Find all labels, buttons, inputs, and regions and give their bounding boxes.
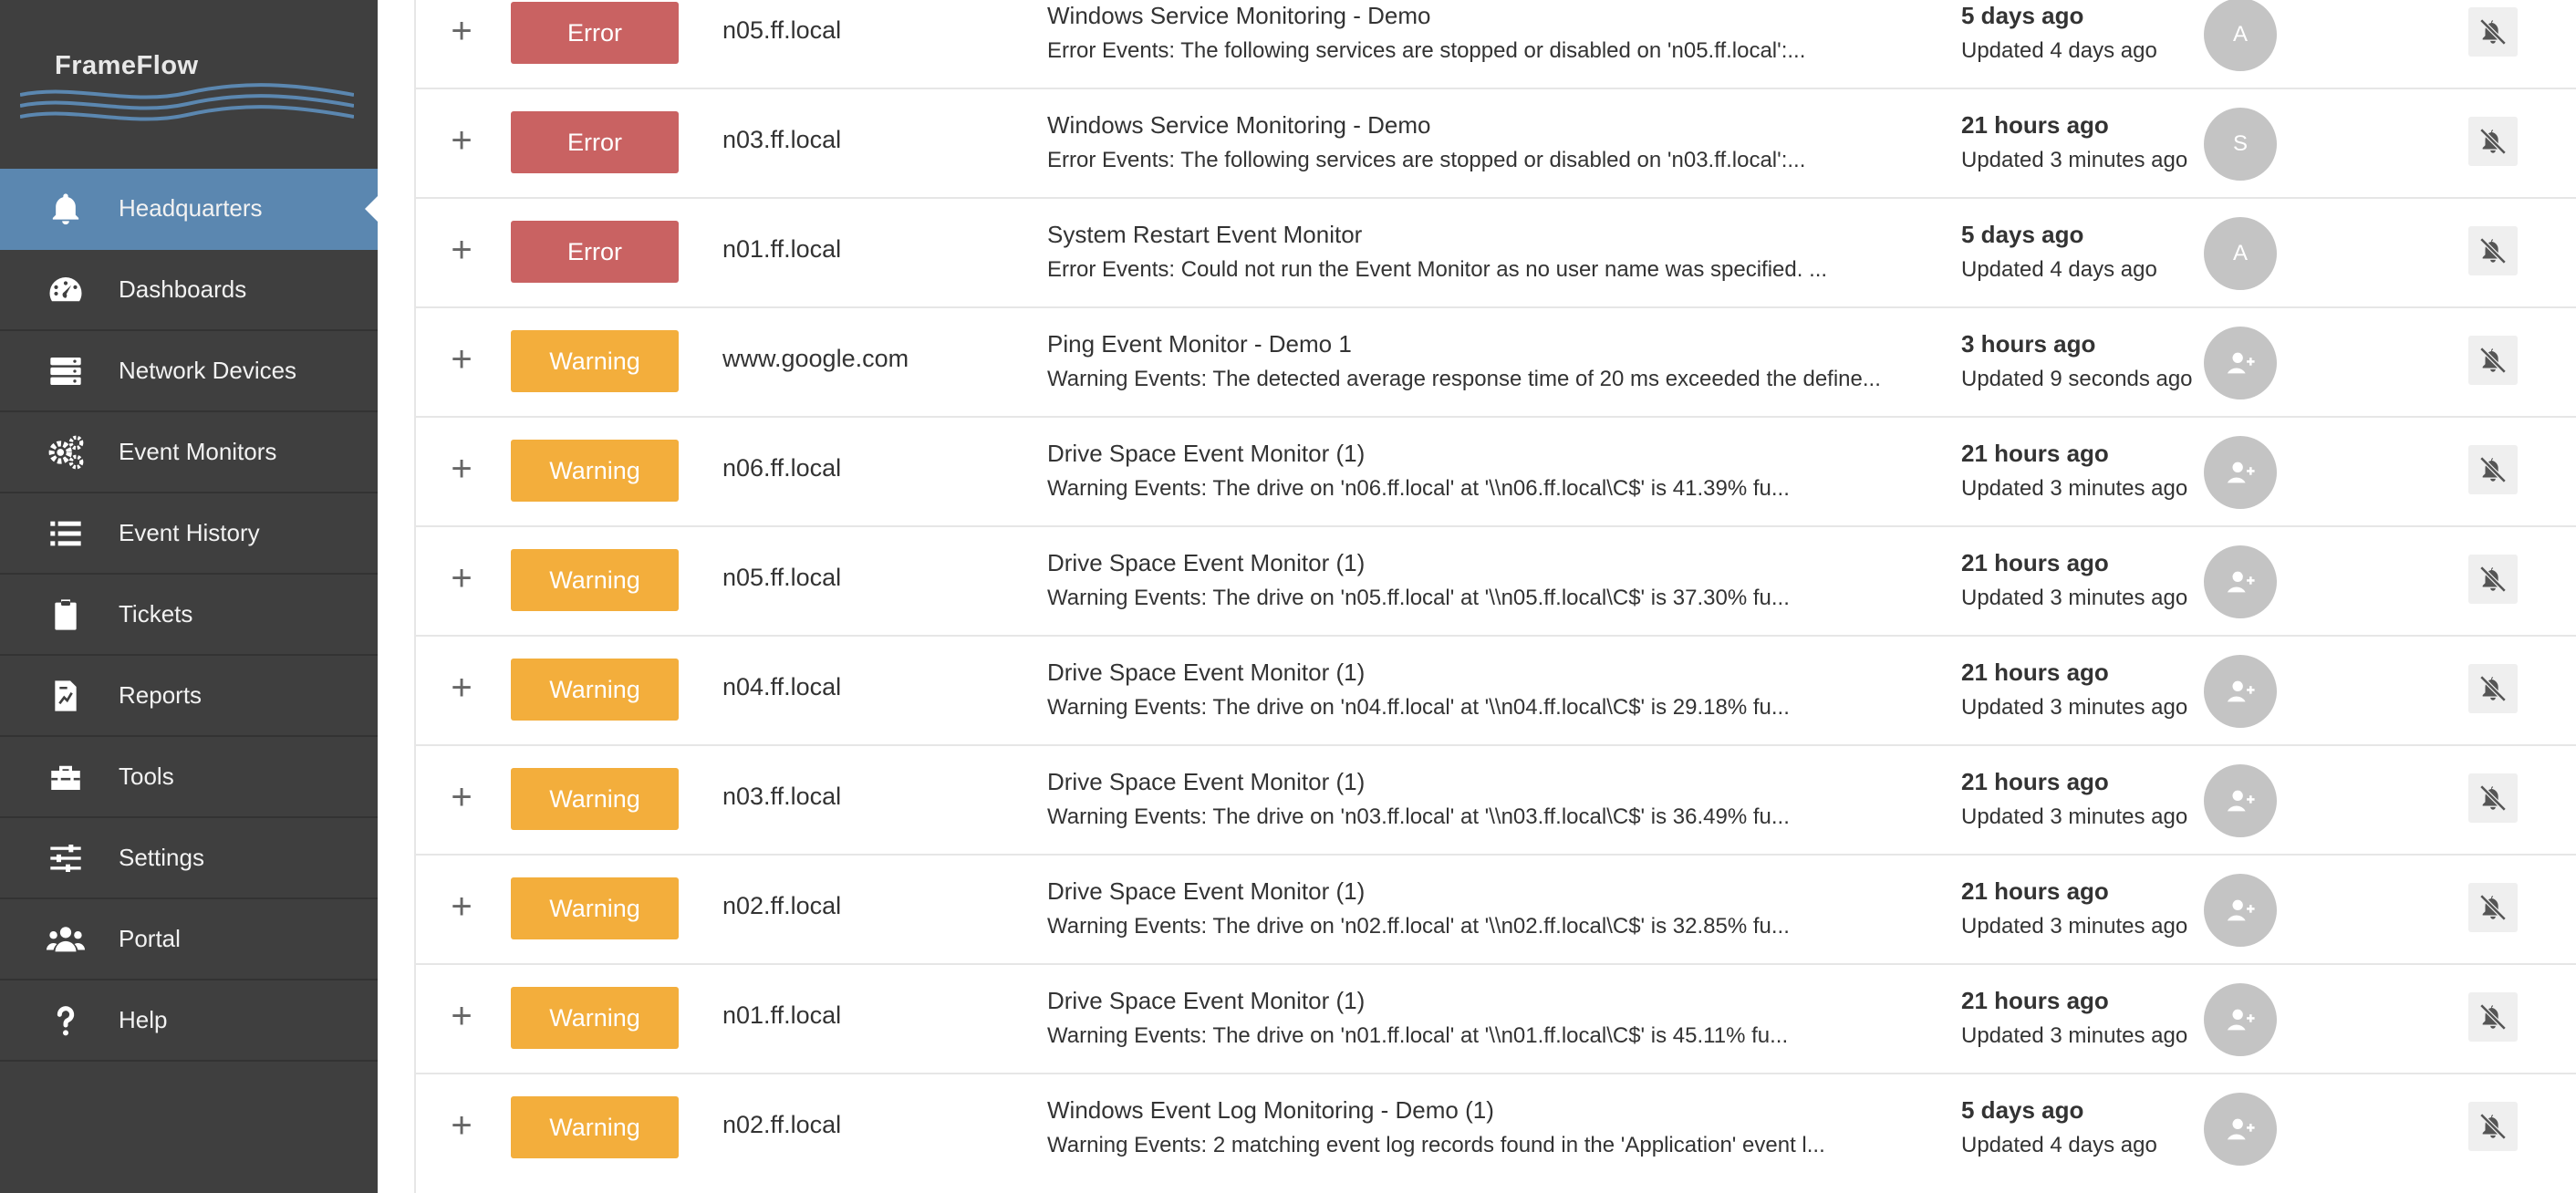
mute-notification-button[interactable] [2468, 226, 2518, 275]
assign-user-button[interactable] [2204, 764, 2277, 837]
sidebar-item-tickets[interactable] [0, 575, 378, 656]
event-description: Warning Events: The drive on 'n02.ff.local' at '\\n02.ff.local\C$' is 32.85% fu... [1047, 914, 1790, 939]
assignee-avatar[interactable]: A [2204, 0, 2277, 71]
logo-text: FrameFlow [55, 51, 199, 80]
event-time: 21 hours ago [1961, 768, 2109, 795]
user-plus-icon [2225, 348, 2256, 379]
sidebar-item-network-devices[interactable] [0, 331, 378, 412]
sidebar-item-label: Settings [119, 844, 204, 871]
expand-icon[interactable]: + [451, 230, 473, 270]
sidebar-item-label: Reports [119, 681, 203, 709]
report-icon [44, 674, 88, 718]
sidebar-item-label: Event History [119, 519, 260, 546]
status-badge: Error [511, 111, 679, 173]
expand-icon[interactable]: + [451, 996, 473, 1036]
sidebar-item-event-monitors[interactable] [0, 412, 378, 493]
status-badge: Warning [511, 549, 679, 611]
question-icon [44, 999, 88, 1043]
event-title[interactable]: Drive Space Event Monitor (1) [1047, 768, 1366, 795]
sidebar-nav [0, 169, 378, 1062]
host-name[interactable]: n01.ff.local [722, 1001, 842, 1029]
host-name[interactable]: n01.ff.local [722, 235, 842, 263]
event-description: Warning Events: The drive on 'n05.ff.local' at '\\n05.ff.local\C$' is 37.30% fu... [1047, 586, 1790, 610]
bell-slash-icon [2477, 673, 2508, 704]
status-badge: Warning [511, 1096, 679, 1158]
sidebar-item-label: Tools [119, 762, 174, 790]
sidebar-item-headquarters[interactable] [0, 169, 378, 250]
sidebar-item-label: Event Monitors [119, 438, 277, 465]
host-name[interactable]: n03.ff.local [722, 783, 842, 810]
event-time: 21 hours ago [1961, 111, 2109, 139]
event-time: 5 days ago [1961, 1096, 2084, 1124]
user-plus-icon [2225, 676, 2256, 707]
bell-slash-icon [2477, 126, 2508, 157]
expand-icon[interactable]: + [451, 120, 473, 161]
bell-slash-icon [2477, 235, 2508, 266]
mute-notification-button[interactable] [2468, 445, 2518, 494]
sidebar-item-label: Portal [119, 925, 181, 952]
host-name[interactable]: n05.ff.local [722, 16, 842, 44]
sidebar-item-label: Help [119, 1006, 168, 1033]
mute-notification-button[interactable] [2468, 992, 2518, 1042]
assign-user-button[interactable] [2204, 874, 2277, 947]
sidebar-item-help[interactable] [0, 980, 378, 1062]
event-row[interactable] [416, 89, 2576, 199]
host-name[interactable]: n06.ff.local [722, 454, 842, 482]
event-description: Error Events: The following services are stopped or disabled on 'n03.ff.local':... [1047, 148, 1806, 172]
bell-slash-icon [2477, 1001, 2508, 1032]
expand-icon[interactable]: + [451, 449, 473, 489]
assignee-avatar[interactable]: A [2204, 217, 2277, 290]
event-description: Warning Events: The drive on 'n06.ff.local' at '\\n06.ff.local\C$' is 41.39% fu... [1047, 476, 1790, 501]
expand-icon[interactable]: + [451, 887, 473, 927]
event-title[interactable]: Drive Space Event Monitor (1) [1047, 440, 1366, 467]
event-title[interactable]: Drive Space Event Monitor (1) [1047, 877, 1366, 905]
bell-slash-icon [2477, 454, 2508, 485]
event-updated: Updated 3 minutes ago [1961, 695, 2188, 720]
expand-icon[interactable]: + [451, 777, 473, 817]
event-description: Warning Events: 2 matching event log records found in the 'Application' event l... [1047, 1133, 1825, 1157]
user-plus-icon [2225, 895, 2256, 926]
bell-slash-icon [2477, 783, 2508, 814]
event-description: Warning Events: The drive on 'n03.ff.local' at '\\n03.ff.local\C$' is 36.49% fu... [1047, 804, 1790, 829]
expand-icon[interactable]: + [451, 668, 473, 708]
sidebar-item-portal[interactable] [0, 899, 378, 980]
event-updated: Updated 3 minutes ago [1961, 148, 2188, 172]
event-description: Warning Events: The drive on 'n04.ff.local' at '\\n04.ff.local\C$' is 29.18% fu... [1047, 695, 1790, 720]
mute-notification-button[interactable] [2468, 555, 2518, 604]
event-updated: Updated 4 days ago [1961, 257, 2157, 282]
status-badge: Warning [511, 440, 679, 502]
bell-slash-icon [2477, 564, 2508, 595]
event-time: 21 hours ago [1961, 877, 2109, 905]
gauge-icon [44, 268, 88, 312]
event-row[interactable] [416, 0, 2576, 89]
event-title[interactable]: Drive Space Event Monitor (1) [1047, 549, 1366, 576]
assign-user-button[interactable] [2204, 436, 2277, 509]
event-row[interactable] [416, 418, 2576, 527]
event-row[interactable] [416, 1074, 2576, 1184]
status-badge: Error [511, 2, 679, 64]
event-time: 21 hours ago [1961, 549, 2109, 576]
expand-icon[interactable]: + [451, 1105, 473, 1146]
assign-user-button[interactable] [2204, 545, 2277, 618]
sidebar-item-label: Headquarters [119, 194, 263, 222]
event-row[interactable] [416, 527, 2576, 637]
frameflow-logo[interactable] [20, 47, 354, 134]
sidebar-item-settings[interactable] [0, 818, 378, 899]
sidebar-item-label: Dashboards [119, 275, 247, 303]
expand-icon[interactable]: + [451, 558, 473, 598]
bell-slash-icon [2477, 345, 2508, 376]
user-plus-icon [2225, 1004, 2256, 1035]
event-updated: Updated 9 seconds ago [1961, 367, 2193, 391]
sidebar-item-event-history[interactable] [0, 493, 378, 575]
sidebar-item-tools[interactable] [0, 737, 378, 818]
event-updated: Updated 4 days ago [1961, 38, 2157, 63]
mute-notification-button[interactable] [2468, 7, 2518, 57]
host-name[interactable]: n03.ff.local [722, 126, 842, 153]
expand-icon[interactable]: + [451, 11, 473, 51]
bell-slash-icon [2477, 16, 2508, 47]
event-description: Warning Events: The detected average response time of 20 ms exceeded the define... [1047, 367, 1881, 391]
user-plus-icon [2225, 1114, 2256, 1145]
host-name[interactable]: www.google.com [722, 345, 909, 372]
sidebar-item-dashboards[interactable] [0, 250, 378, 331]
user-plus-icon [2225, 457, 2256, 488]
event-title[interactable]: Drive Space Event Monitor (1) [1047, 659, 1366, 686]
server-icon [44, 349, 88, 393]
status-badge: Warning [511, 330, 679, 392]
list-icon [44, 512, 88, 555]
event-row[interactable] [416, 856, 2576, 965]
event-row[interactable] [416, 199, 2576, 308]
event-title[interactable]: Ping Event Monitor - Demo 1 [1047, 330, 1352, 358]
sidebar-item-reports[interactable] [0, 656, 378, 737]
host-name[interactable]: n05.ff.local [722, 564, 842, 591]
event-time: 5 days ago [1961, 2, 2084, 29]
mute-notification-button[interactable] [2468, 117, 2518, 166]
event-time: 21 hours ago [1961, 440, 2109, 467]
expand-icon[interactable]: + [451, 339, 473, 379]
user-plus-icon [2225, 785, 2256, 816]
assign-user-button[interactable] [2204, 655, 2277, 728]
sidebar-item-label: Network Devices [119, 357, 297, 384]
status-badge: Warning [511, 659, 679, 721]
sidebar-item-label: Tickets [119, 600, 193, 628]
mute-notification-button[interactable] [2468, 664, 2518, 713]
host-name[interactable]: n02.ff.local [722, 1111, 842, 1138]
event-time: 5 days ago [1961, 221, 2084, 248]
status-badge: Error [511, 221, 679, 283]
event-row[interactable] [416, 637, 2576, 746]
assign-user-button[interactable] [2204, 983, 2277, 1056]
event-updated: Updated 3 minutes ago [1961, 586, 2188, 610]
mute-notification-button[interactable] [2468, 883, 2518, 932]
event-description: Error Events: The following services are stopped or disabled on 'n05.ff.local':... [1047, 38, 1806, 63]
event-title[interactable]: Drive Space Event Monitor (1) [1047, 987, 1366, 1014]
status-badge: Warning [511, 987, 679, 1049]
event-updated: Updated 3 minutes ago [1961, 804, 2188, 829]
event-title[interactable]: System Restart Event Monitor [1047, 221, 1363, 248]
clipboard-icon [44, 593, 88, 637]
bell-slash-icon [2477, 892, 2508, 923]
assign-user-button[interactable] [2204, 327, 2277, 399]
event-row[interactable] [416, 965, 2576, 1074]
logo-waves-icon [20, 82, 354, 128]
event-updated: Updated 3 minutes ago [1961, 1023, 2188, 1048]
mute-notification-button[interactable] [2468, 336, 2518, 385]
event-updated: Updated 4 days ago [1961, 1133, 2157, 1157]
event-row[interactable] [416, 746, 2576, 856]
assignee-avatar[interactable]: S [2204, 108, 2277, 181]
sidebar [0, 0, 378, 1193]
mute-notification-button[interactable] [2468, 1102, 2518, 1151]
event-title[interactable]: Windows Event Log Monitoring - Demo (1) [1047, 1096, 1494, 1124]
assign-user-button[interactable] [2204, 1093, 2277, 1166]
event-time: 3 hours ago [1961, 330, 2096, 358]
users-icon [44, 918, 88, 961]
host-name[interactable]: n02.ff.local [722, 892, 842, 919]
toolbox-icon [44, 755, 88, 799]
event-title[interactable]: Windows Service Monitoring - Demo [1047, 111, 1431, 139]
status-badge: Warning [511, 768, 679, 830]
event-title[interactable]: Windows Service Monitoring - Demo [1047, 2, 1431, 29]
event-updated: Updated 3 minutes ago [1961, 914, 2188, 939]
event-time: 21 hours ago [1961, 987, 2109, 1014]
event-row[interactable] [416, 308, 2576, 418]
bell-icon [44, 187, 88, 231]
gears-icon [44, 431, 88, 474]
event-description: Warning Events: The drive on 'n01.ff.local' at '\\n01.ff.local\C$' is 45.11% fu... [1047, 1023, 1789, 1048]
event-description: Error Events: Could not run the Event Monitor as no user name was specified. ... [1047, 257, 1828, 282]
status-badge: Warning [511, 877, 679, 939]
mute-notification-button[interactable] [2468, 773, 2518, 823]
event-updated: Updated 3 minutes ago [1961, 476, 2188, 501]
sliders-icon [44, 836, 88, 880]
bell-slash-icon [2477, 1111, 2508, 1142]
user-plus-icon [2225, 566, 2256, 597]
events-list [414, 0, 2576, 1193]
host-name[interactable]: n04.ff.local [722, 673, 842, 700]
event-time: 21 hours ago [1961, 659, 2109, 686]
